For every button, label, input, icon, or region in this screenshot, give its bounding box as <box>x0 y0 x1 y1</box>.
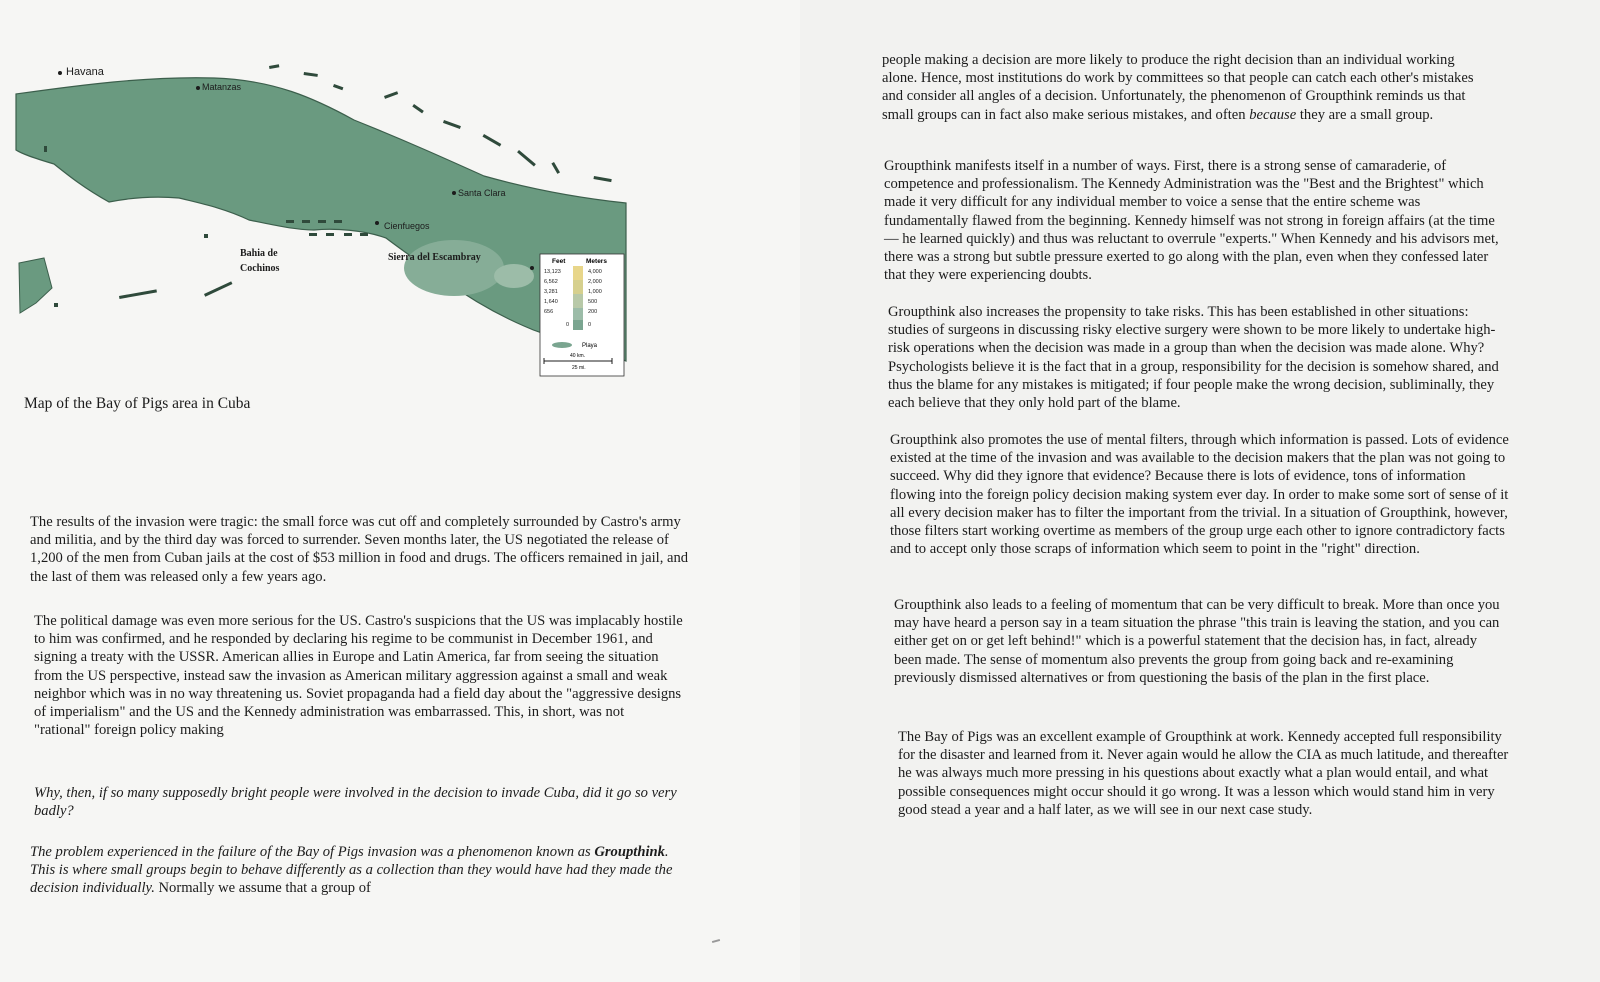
legend-playa-label: Playa <box>582 343 598 349</box>
sierra-label: Sierra del Escambray <box>388 252 481 263</box>
paragraph-bay-of-pigs-example: The Bay of Pigs was an excellent example of Groupthink at work. Kennedy accepted full responsibility for the disaster and learned from it. Never again would he allow the CIA as much latitude, and thereafter he was always much more pressing in his questions about exactly what a plan would entail, and what possible consequences might occur should it go wrong. It was a lesson which would stand him in very good stead a year and a half later, as we will see in our next case study. <box>898 729 1509 818</box>
sierra-dot <box>530 266 534 270</box>
havana-dot <box>58 71 62 75</box>
legend-feet-3: 1,640 <box>544 299 558 305</box>
bahia-label-line1: Bahia de <box>240 248 278 259</box>
legend-feet-0: 13,123 <box>544 269 561 275</box>
paragraph-why-question: Why, then, if so many supposedly bright people were involved in the decision to invade Cuba, did it go so very badly? <box>34 785 677 820</box>
cuba-map <box>14 58 644 388</box>
matanzas-label: Matanzas <box>202 82 242 92</box>
legend-feet-1: 6,562 <box>544 279 558 285</box>
legend-meters-1: 2,000 <box>588 279 602 285</box>
cienfuegos-dot <box>375 221 379 225</box>
legend-meters-5: 0 <box>588 322 592 328</box>
right-page <box>800 0 1600 982</box>
escambray-highland <box>494 264 534 288</box>
legend-meters-3: 500 <box>588 299 598 305</box>
paragraph-political-damage: The political damage was even more serious for the US. Castro's suspicions that the US was implacably hostile to him was confirmed, and he responded by declaring his regime to be communist in December 1961, and signing a treaty with the USSR. American allies in Europe and Latin America, far from seeing the situation from the US perspective, instead saw the invasion as American military aggression against a small and weak neighbor which was in no way threatening us. Soviet propaganda had a field day about the "aggressive designs of imperialism" and the US and the Kennedy administration was embarrassed. This, in short, was not "rational" foreign policy making <box>34 613 683 739</box>
paragraph-camaraderie: Groupthink manifests itself in a number of ways. First, there is a strong sense of camaraderie, of competence and professionalism. The Kennedy Administration was the "Best and the Brightest" which made it very difficult for any individual member to voice a sense that the entire scheme was fundamentally flawed from the beginning. Kennedy himself was not strong in foreign affairs (at the time — he learned quickly) and thus was reluctant to overrule "experts." When Kennedy and his advisors met, there was a strong but subtle pressure exerted to go along with the plan, even when they confessed later that they were experiencing doubts. <box>884 158 1499 284</box>
paragraph-invasion-results: The results of the invasion were tragic: the small force was cut off and completely surrounded by Castro's army and militia, and by the third day was forced to surrender. Seven months later, the US negotiated the release of 1,200 of the men from Cuban jails at the cost of $53 million in food and drugs. The officers remained in jail, and the last of them was released only a few years ago. <box>30 514 689 585</box>
legend-scale-km: 40 km. <box>570 353 586 359</box>
legend-meters-2: 1,000 <box>588 289 602 295</box>
paragraph-risk-taking: Groupthink also increases the propensity to take risks. This has been established in other situations: studies of surgeons in discussing risky elective surgery were shown to be more likely to undertake high-risk operations when the decision was made in a group than when the decision was made alone. Why? Psychologists believe it is the fact that in a group, responsibility for the decision is somehow shared, and thus the blame for any mistakes is mitigated; if four people make the wrong decision, subliminally, they each believe that they only hold part of the blame. <box>888 304 1499 412</box>
cienfuegos-label: Cienfuegos <box>384 221 430 231</box>
map-legend <box>540 254 624 376</box>
scan-mark <box>712 939 720 943</box>
paragraph-momentum: Groupthink also leads to a feeling of momentum that can be very difficult to break. More than once you may have heard a person say in a team situation the phrase "this train is leaving the station, and you can either get on or get left behind!" which is a powerful statement that the decision has, in fact, already been made. The sense of momentum also prevents the group from going back and re-examining previously dismissed alternatives or from questioning the basis of the plan in the first place. <box>894 597 1500 686</box>
southern-keys <box>54 220 368 307</box>
santa-clara-dot <box>452 191 456 195</box>
paragraph-mental-filters: Groupthink also promotes the use of mental filters, through which information is passed. Lots of evidence existed at the time of the invasion and was available to the decision makers that the plan was not going to succeed. Why did they ignore that evidence? Because there is lots of evidence, tons of information flowing into the foreign policy decision making system ever day. In order to make some sort of sense of it all every decision maker has to filter the important from the trivial. In a situation of Groupthink, however, those filters start working overtime as members of the group urge each other to ignore contradictory facts and to accept only those scraps of information which seem to point in the "right" direction. <box>890 432 1509 558</box>
western-tip <box>19 258 52 313</box>
matanzas-dot <box>196 86 200 90</box>
santa-clara-label: Santa Clara <box>458 188 506 198</box>
legend-feet-header: Feet <box>552 258 566 265</box>
legend-meters-0: 4,000 <box>588 269 602 275</box>
legend-feet-4: 656 <box>544 309 554 315</box>
bahia-label-line2: Cochinos <box>240 263 280 274</box>
groupthink-term: Groupthink <box>594 844 665 860</box>
legend-scale-mi: 25 mi. <box>572 365 586 371</box>
paragraph-groupthink-intro: The problem experienced in the failure of the Bay of Pigs invasion was a phenomenon known as Groupthink. This is where small groups begin to behave differently as a collection than they would have had they made the decision individually. Normally we assume that a group of <box>30 844 673 897</box>
paragraph-group-decisions: people making a decision are more likely to produce the right decision than an individual working alone. Hence, most institutions do work by committees so that people can catch each other's mistakes and consider all angles of a decision. Unfortunately, the phenomenon of Groupthink reminds us that small groups can in fact also make serious mistakes, and often because they are a small group. <box>882 52 1474 123</box>
legend-meters-header: Meters <box>586 258 607 265</box>
legend-feet-2: 3,281 <box>544 289 558 295</box>
cuba-landmass <box>16 78 626 361</box>
sierra-highland <box>404 240 504 296</box>
havana-label: Havana <box>66 66 104 78</box>
legend-meters-4: 200 <box>588 309 598 315</box>
cuba-map-svg <box>14 58 644 388</box>
map-caption: Map of the Bay of Pigs area in Cuba <box>24 395 251 412</box>
legend-feet-5: 0 <box>566 322 570 328</box>
legend-playa-swatch <box>552 342 572 348</box>
